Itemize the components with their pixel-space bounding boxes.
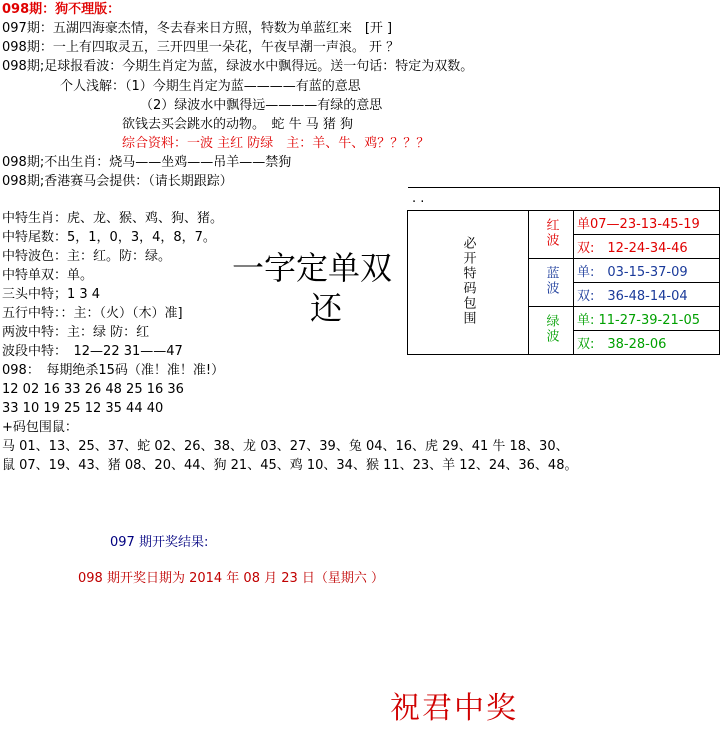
next-draw-date: 098 期开奖日期为 2014 年 08 月 23 日（星期六 ） (78, 571, 385, 586)
blue-wave-cell (529, 259, 574, 307)
wave-segment-line: 波段中特： 12—22 31——47 (2, 344, 183, 359)
box-top-dots: . . (412, 191, 425, 206)
red-single-cell: 单07—23-13-45-19 (574, 211, 720, 235)
green-double-cell: 双: 38-28-06 (574, 331, 720, 355)
green-single-cell: 单: 11-27-39-21-05 (574, 307, 720, 331)
box-side-cell (408, 211, 529, 355)
tail-number-line: 中特尾数：5，1，0，3，4，8，7。 (2, 230, 216, 245)
wave-color-line: 中特波色：主：红。防：绿。 (2, 249, 172, 264)
page-title: 098期：狗不理版： (2, 2, 121, 17)
kill-15-line: 098： 每期绝杀15码（准！准！准!） (2, 363, 225, 378)
head-number-line: 三头中特；1 3 4 (2, 287, 101, 302)
result-label: 097 期开奖结果: (110, 535, 209, 550)
blue-wave-label: 蓝波 (543, 265, 559, 296)
red-wave-label: 红波 (543, 217, 559, 248)
blue-double-cell: 双: 36-48-14-04 (574, 283, 720, 307)
green-wave-label: 绿波 (543, 313, 559, 344)
line-098-riddle: 098期：一上有四取灵五，三开四里一朵花，午夜早潮一声浪。 开 ？ (2, 40, 400, 55)
blue-single-cell: 单: 03-15-37-09 (574, 259, 720, 283)
odd-even-line: 中特单双：单。 (2, 268, 94, 283)
summary-line: 综合资料：一波 主红 防绿 主：羊、牛、鸡？？？？ (122, 136, 430, 151)
analysis-line-2: （2）绿波水中飘得远————有绿的意思 (140, 98, 383, 113)
line-hk-jockey: 098期;香港赛马会提供：（请长期跟踪） (2, 174, 233, 189)
two-wave-line: 两波中特：主：绿 防：红 (2, 325, 150, 340)
footer-greeting: 祝君中奖 (390, 691, 518, 726)
green-wave-cell (529, 307, 574, 355)
line-no-zodiac: 098期;不出生肖：烧马——坐鸡——吊羊——禁狗 (2, 155, 292, 170)
number-box (407, 187, 720, 355)
box-side-label: 必开特码包围 (460, 235, 476, 326)
red-wave-cell (529, 211, 574, 259)
box-top-row (408, 188, 720, 211)
zodiac-line: 中特生肖：虎、龙、猴、鸡、狗、猪。 (2, 211, 224, 226)
surround-row-1: 马 01、13、25、37、蛇 02、26、38、龙 03、27、39、兔 04、16、虎 29、41 牛 18、30、 (2, 439, 569, 454)
red-double-cell: 双: 12-24-34-46 (574, 235, 720, 259)
line-098-football: 098期;足球报看波：今期生肖定为蓝，绿波水中飘得远。送一句话：特定为双数。 (2, 59, 474, 74)
analysis-line-3: 欲钱去买会跳水的动物。 蛇 牛 马 猪 狗 (122, 117, 354, 132)
five-elements-line: 五行中特：：主：（火）（木）准] (2, 306, 183, 321)
kill-numbers-row-1: 12 02 16 33 26 48 25 16 36 (2, 382, 184, 397)
line-097: 097期：五湖四海豪杰情，冬去春来日方照，特数为单蓝红来 [开 ] (2, 21, 393, 36)
surround-row-2: 鼠 07、19、43、猪 08、20、44、狗 21、45、鸡 10、34、猴 11、23、羊 12、24、36、48。 (2, 458, 578, 473)
kill-numbers-row-2: 33 10 19 25 12 35 44 40 (2, 401, 164, 416)
analysis-line-1: 个人浅解：（1）今期生肖定为蓝————有蓝的意思 (60, 79, 361, 94)
big-heading-line-1: 一字定单双 (232, 249, 393, 287)
surround-label: +码包围鼠： (2, 420, 78, 435)
big-heading-line-2: 还 (310, 289, 343, 327)
